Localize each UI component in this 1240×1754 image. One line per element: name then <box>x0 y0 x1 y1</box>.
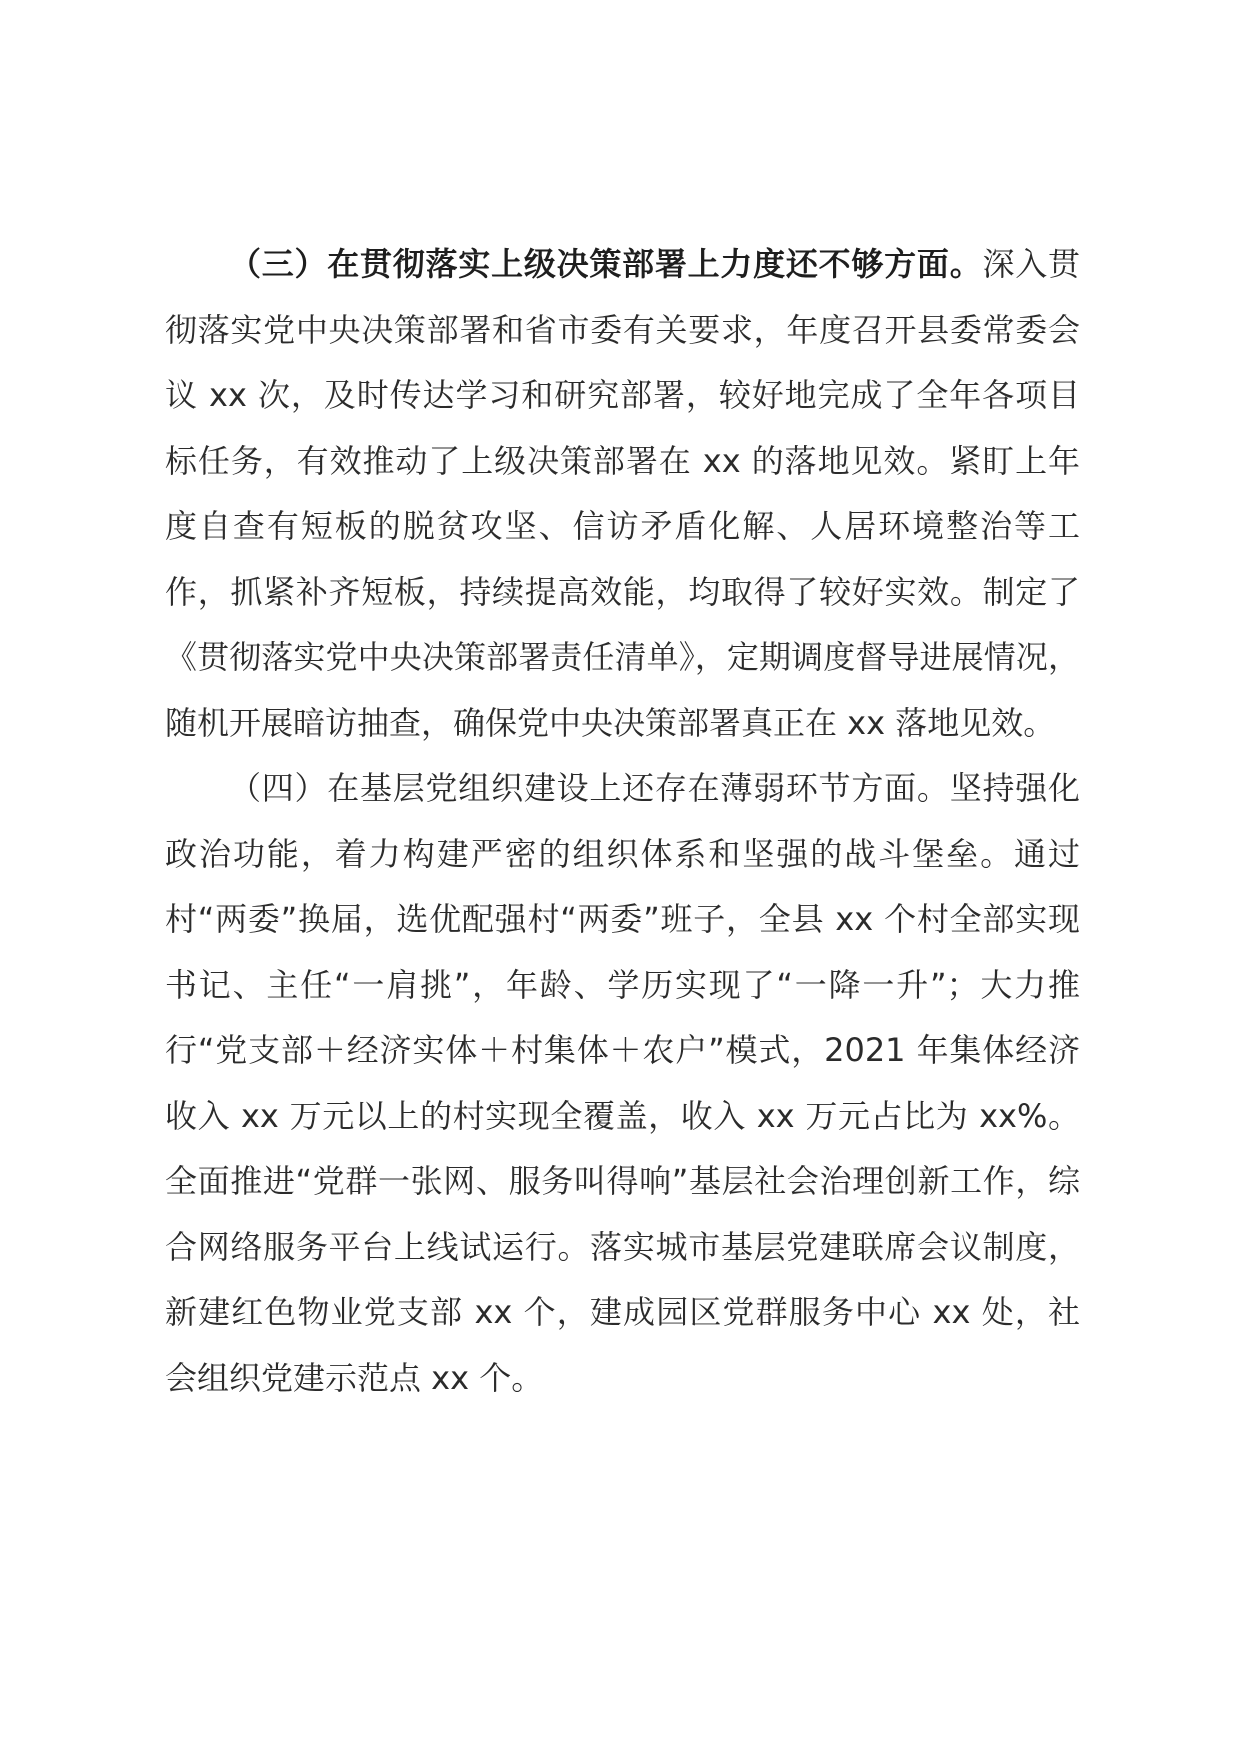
paragraph-four <box>165 756 1080 1411</box>
paragraph-three <box>165 232 1080 756</box>
paragraph-four-body: 坚持强化政治功能，着力构建严密的组织体系和坚强的战斗堡垒。通过村“两委”换届，选优配强村“两委”班子，全县 xx 个村全部实现书记、主任“一肩挑”，年龄、学历实现了“一降一升”；大力推行“党支部＋经济实体＋村集体＋农户”模式，2021 年集体经济收入 xx 万元以上的村实现全覆盖，收入 xx 万元占比为 xx%。全面推进“党群一张网、服务叫得响”基层社会治理创新工作，综合网络服务平台上线试运行。落实城市基层党建联席会议制度，新建红色物业党支部 xx 个，建成园区党群服务中心 xx 处，社会组织党建示范点 xx 个。 <box>165 769 1080 1397</box>
paragraph-four-heading: （四）在基层党组织建设上还存在薄弱环节方面。 <box>229 769 950 807</box>
paragraph-three-heading: （三）在贯彻落实上级决策部署上力度还不够方面。 <box>229 245 983 283</box>
paragraph-three-body: 深入贯彻落实党中央决策部署和省市委有关要求，年度召开县委常委会议 xx 次，及时传达学习和研究部署，较好地完成了全年各项目标任务，有效推动了上级决策部署在 xx 的落地见效。紧盯上年度自查有短板的脱贫攻坚、信访矛盾化解、人居环境整治等工作，抓紧补齐短板，持续提高效能，均取得了较好实效。制定了《贯彻落实党中央决策部署责任清单》，定期调度督导进展情况，随机开展暗访抽查，确保党中央决策部署真正在 xx 落地见效。 <box>165 245 1080 742</box>
document-body <box>165 232 1080 1411</box>
